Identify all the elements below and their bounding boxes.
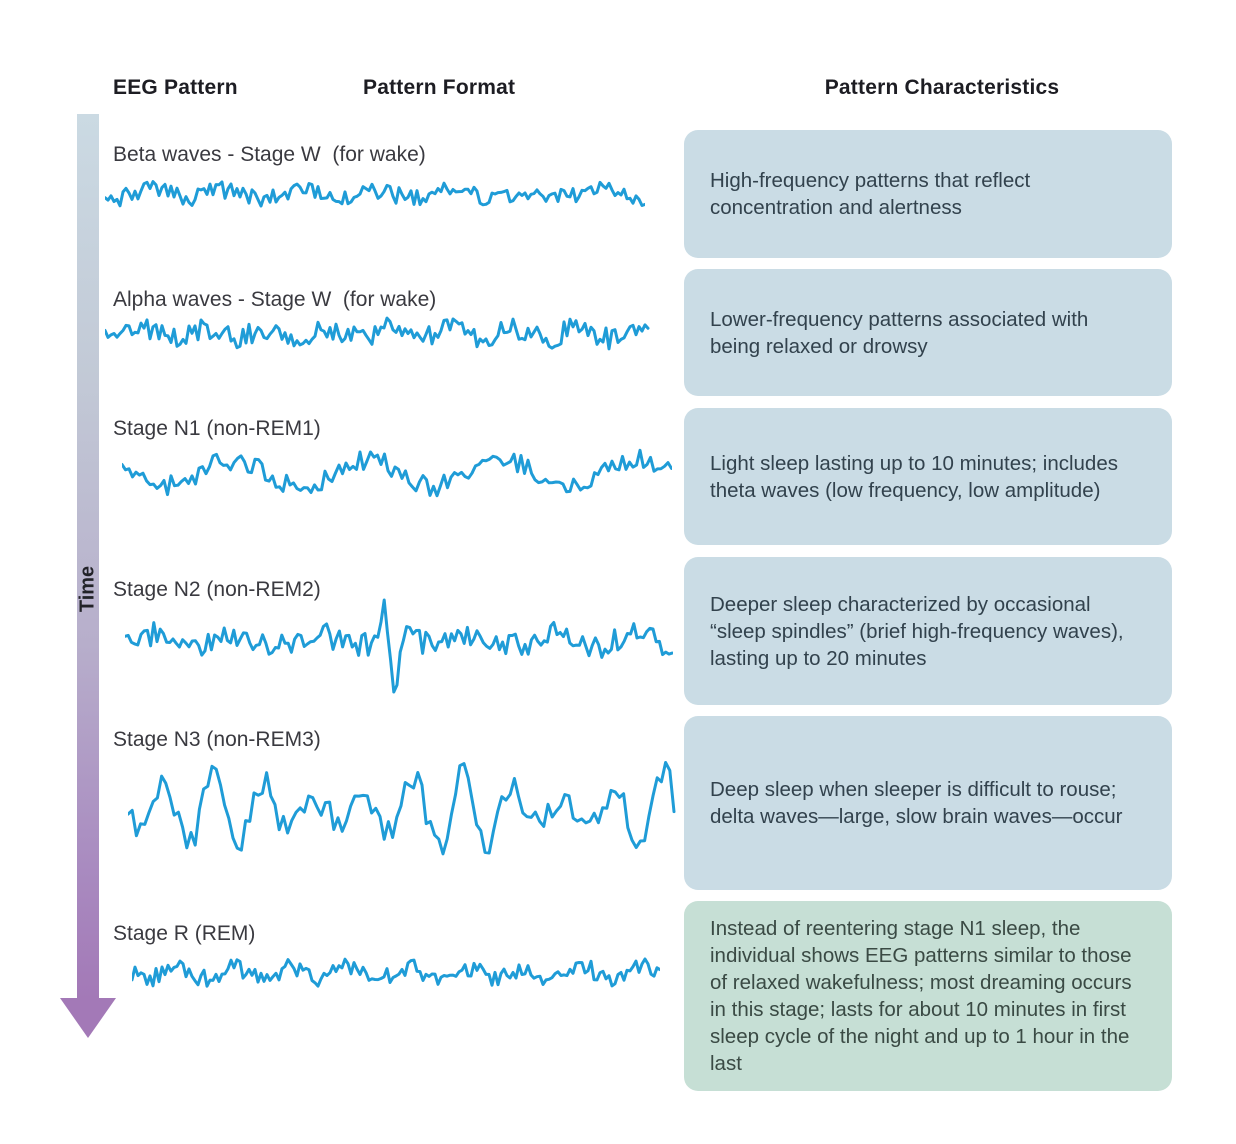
characteristics-box — [684, 557, 1172, 705]
characteristics-box — [684, 408, 1172, 545]
column-header-eeg-pattern: EEG Pattern — [113, 76, 238, 99]
eeg-waveform — [132, 944, 660, 1002]
characteristics-text: Light sleep lasting up to 10 minutes; includes theta waves (low frequency, low amplitude) — [710, 451, 1118, 502]
characteristics-text: Deeper sleep characterized by occasional “sleep spindles” (brief high-frequency waves), lasting up to 20 minutes — [710, 592, 1124, 670]
column-header-pattern-characteristics: Pattern Characteristics — [824, 76, 1060, 99]
characteristics-text: Lower-frequency patterns associated with being relaxed or drowsy — [710, 307, 1089, 358]
time-axis-arrowhead-icon — [60, 998, 116, 1038]
characteristics-box — [684, 269, 1172, 396]
column-header-pattern-format: Pattern Format — [363, 76, 516, 99]
eeg-waveform-trace — [122, 450, 672, 495]
characteristics-text: Instead of reentering stage N1 sleep, the individual shows EEG patterns similar to those of relaxed wakefulness; most dreaming occurs in this stage; lasts for about 10 minutes in first sleep cycle of the night and up to 1 hour in the last — [710, 917, 1132, 1075]
eeg-waveform — [122, 439, 672, 509]
characteristics-box — [684, 716, 1172, 890]
time-axis-label: Time — [76, 565, 99, 613]
eeg-waveform-trace — [125, 600, 672, 692]
time-axis-bar — [77, 114, 99, 998]
eeg-waveform — [105, 168, 645, 220]
stage-label: Stage N3 (non-REM3) — [113, 728, 321, 751]
characteristics-text: Deep sleep when sleeper is difficult to rouse; delta waves—large, slow brain waves—occur — [710, 778, 1123, 828]
characteristics-text: High-frequency patterns that reflect concentration and alertness — [710, 169, 1031, 219]
eeg-waveform — [128, 750, 676, 878]
stage-label: Stage R (REM) — [113, 922, 256, 945]
characteristics-box — [684, 901, 1172, 1091]
eeg-waveform-trace — [105, 182, 645, 206]
eeg-waveform-trace — [132, 959, 660, 986]
stage-label: Stage N1 (non-REM1) — [113, 417, 321, 440]
stage-label: Alpha waves - Stage W (for wake) — [113, 288, 437, 311]
eeg-waveform — [105, 303, 650, 363]
eeg-waveform-trace — [128, 763, 674, 854]
stage-label: Beta waves - Stage W (for wake) — [113, 143, 426, 166]
characteristics-box — [684, 130, 1172, 258]
eeg-waveform — [125, 595, 673, 697]
stage-label: Stage N2 (non-REM2) — [113, 578, 321, 601]
eeg-waveform-trace — [105, 318, 648, 349]
